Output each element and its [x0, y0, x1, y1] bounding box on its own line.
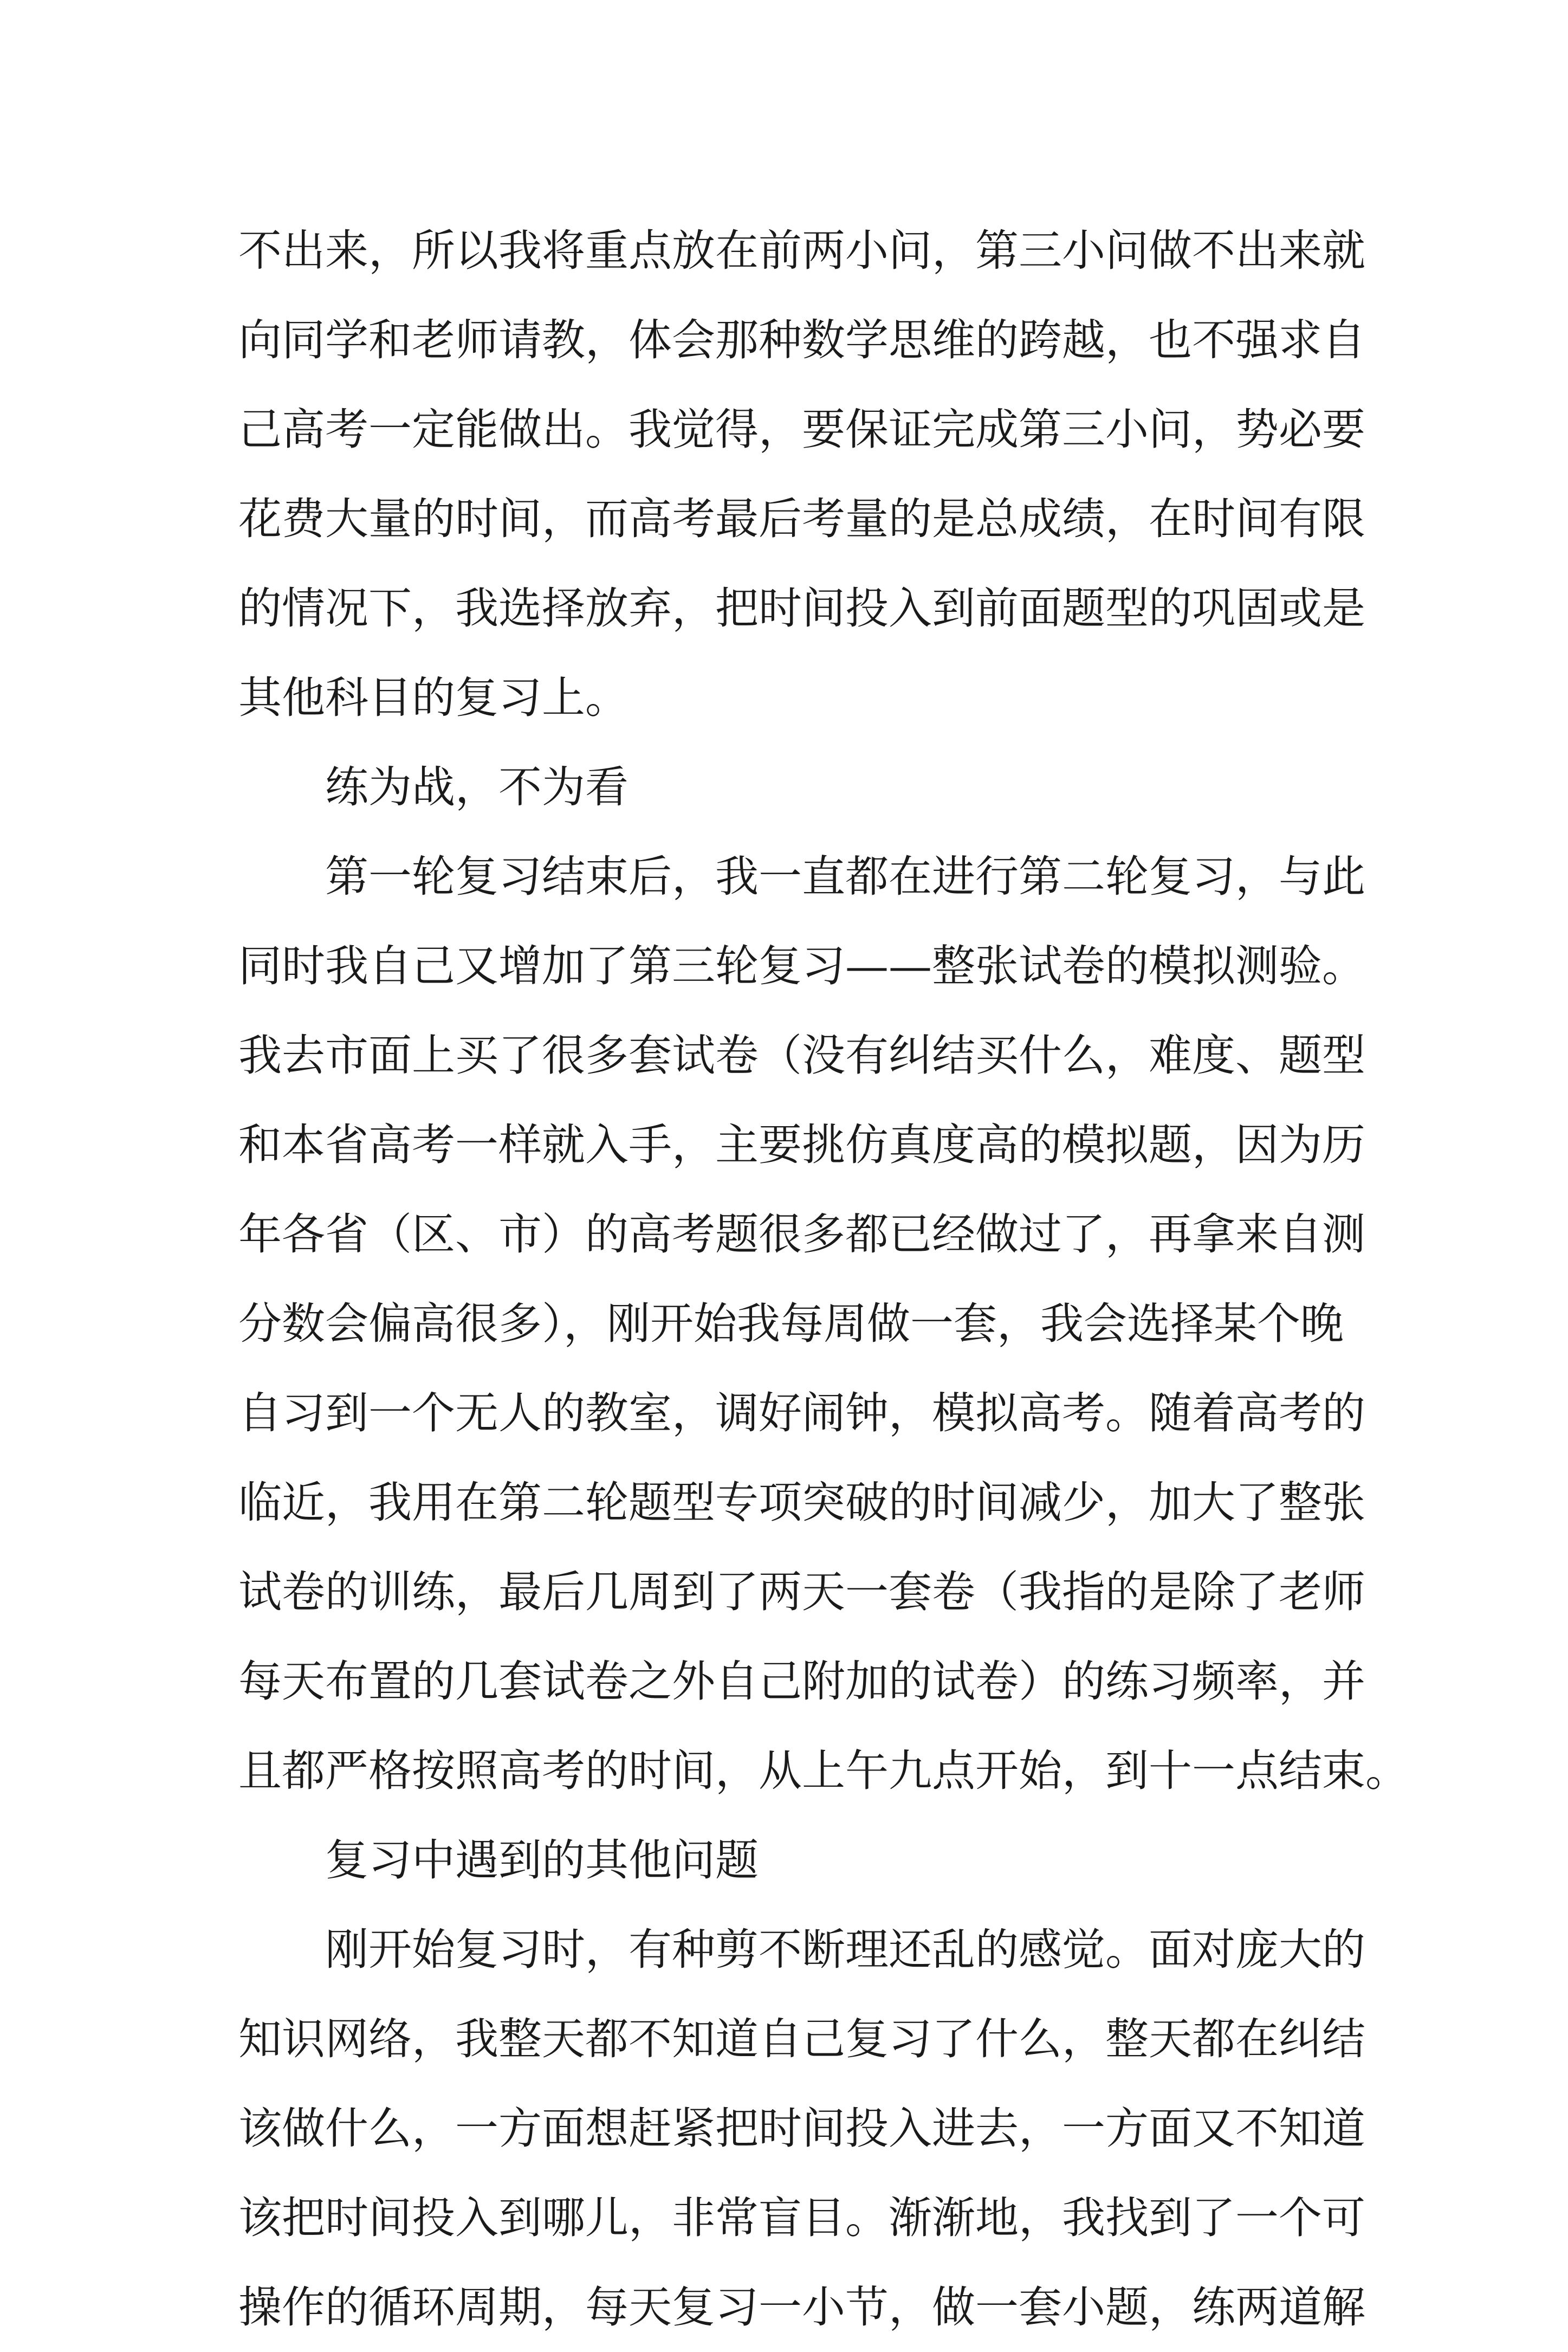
text-line: 不出来，所以我将重点放在前两小问，第三小问做不出来就	[238, 225, 1365, 276]
text-line: 我去市面上买了很多套试卷（没有纠结买什么，难度、题型	[238, 1030, 1365, 1081]
text-line: 花费大量的时间，而高考最后考量的是总成绩，在时间有限	[238, 494, 1365, 544]
text-line: 该把时间投入到哪儿，非常盲目。渐渐地，我找到了一个可	[238, 2193, 1365, 2243]
text-line: 的情况下，我选择放弃，把时间投入到前面题型的巩固或是	[238, 583, 1365, 634]
text-line: 试卷的训练，最后几周到了两天一套卷（我指的是除了老师	[238, 1567, 1365, 1617]
section-heading: 复习中遇到的其他问题	[325, 1835, 759, 1885]
text-line: 且都严格按照高考的时间，从上午九点开始，到十一点结束。	[238, 1746, 1409, 1796]
text-line: 其他科目的复习上。	[238, 673, 629, 723]
text-line: 每天布置的几套试卷之外自己附加的试卷）的练习频率，并	[238, 1656, 1365, 1707]
text-line: 自习到一个无人的教室，调好闹钟，模拟高考。随着高考的	[238, 1388, 1365, 1438]
text-line: 临近，我用在第二轮题型专项突破的时间减少，加大了整张	[238, 1477, 1365, 1528]
body-text	[238, 206, 1409, 2352]
text-line: 刚开始复习时，有种剪不断理还乱的感觉。面对庞大的	[325, 1924, 1365, 1975]
section-heading: 练为战，不为看	[325, 762, 629, 812]
text-line: 己高考一定能做出。我觉得，要保证完成第三小问，势必要	[238, 404, 1365, 455]
text-line: 分数会偏高很多），刚开始我每周做一套，我会选择某个晚	[238, 1298, 1344, 1349]
text-line: 和本省高考一样就入手，主要挑仿真度高的模拟题，因为历	[238, 1120, 1365, 1170]
text-line: 知识网络，我整天都不知道自己复习了什么，整天都在纠结	[238, 2014, 1365, 2064]
text-line: 第一轮复习结束后，我一直都在进行第二轮复习，与此	[325, 851, 1365, 902]
text-line: 该做什么，一方面想赶紧把时间投入进去，一方面又不知道	[238, 2103, 1365, 2154]
text-line: 操作的循环周期，每天复习一小节，做一套小题，练两道解	[238, 2282, 1365, 2332]
text-line: 向同学和老师请教，体会那种数学思维的跨越，也不强求自	[238, 315, 1365, 365]
text-line: 年各省（区、市）的高考题很多都已经做过了，再拿来自测	[238, 1209, 1365, 1259]
text-line: 同时我自己又增加了第三轮复习——整张试卷的模拟测验。	[238, 941, 1365, 991]
